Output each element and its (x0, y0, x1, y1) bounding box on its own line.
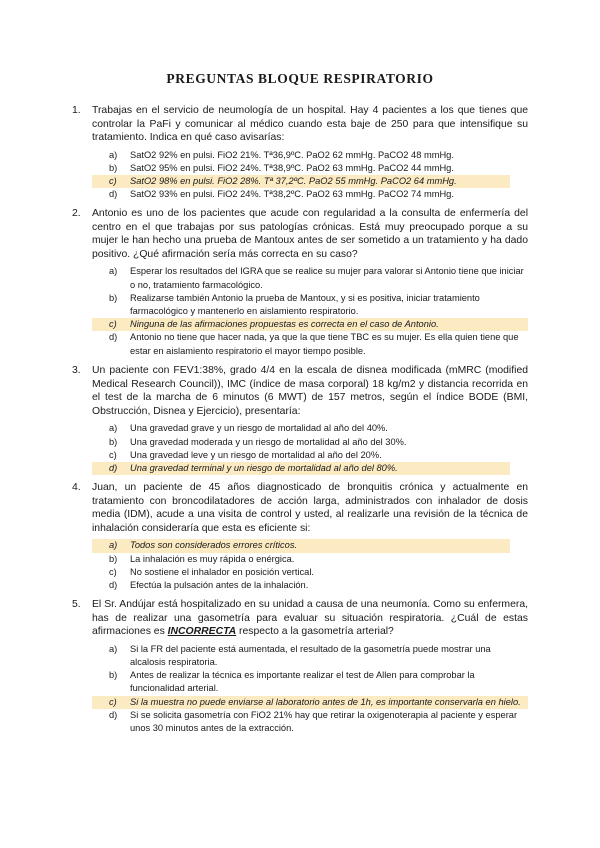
option-a (92, 149, 510, 162)
option-letter: d) (109, 462, 118, 473)
option-letter: c) (109, 566, 117, 577)
option-b (92, 162, 510, 175)
option-letter: c) (109, 176, 117, 187)
question-stem: Un paciente con FEV1:38%, grado 4/4 en la escala de disnea modificada (mMRC (modified Medical Research Council)), IMC (índice de masa corporal) 18 kg/m2 y distancia recorrida en el test de la marcha de 6 minutos (6 MWT) de 157 metros, según el índice BODE (BMI, Obstrucción, Disnea y Ejercicio), presentaría: (92, 365, 528, 417)
option-text: Una gravedad grave y un riesgo de mortalidad al año del 40%. (130, 423, 388, 434)
option-a (92, 422, 510, 435)
option-letter: c) (109, 696, 117, 707)
option-text: SatO2 93% en pulsi. FiO2 24%. Tª38,2ºC. PaO2 63 mmHg. PaCO2 74 mmHg. (130, 189, 454, 200)
option-c-highlighted (92, 318, 528, 331)
question-number: 2. (72, 208, 81, 219)
option-list (92, 643, 528, 735)
question-number: 4. (72, 482, 81, 493)
page-title: PREGUNTAS BLOQUE RESPIRATORIO (166, 71, 434, 86)
question-4 (72, 481, 528, 592)
option-text: Antes de realizar la técnica es importante realizar el test de Allen para comprobar la funcionalidad arterial. (130, 670, 475, 694)
option-text: Antonio no tiene que hacer nada, ya que la que tiene TBC es su mujer. Es ella quien tiene que estar en aislamiento respiratorio el mayor tiempo posible. (130, 332, 519, 356)
option-text: La inhalación es muy rápida o enérgica. (130, 553, 295, 564)
option-d (92, 579, 510, 592)
option-text: SatO2 92% en pulsi. FiO2 21%. Tª36,9ºC. PaO2 62 mmHg. PaCO2 48 mmHg. (130, 149, 454, 160)
option-letter: d) (109, 332, 118, 343)
question-5 (72, 598, 528, 735)
option-list (92, 422, 528, 475)
option-c-highlighted (92, 696, 528, 709)
option-letter: d) (109, 579, 118, 590)
option-c (92, 449, 510, 462)
option-b (92, 292, 528, 318)
option-text: Todos son considerados errores críticos. (130, 540, 298, 551)
option-text: SatO2 98% en pulsi. FiO2 28%. Tª 37,2ºC. PaO2 55 mmHg. PaCO2 64 mmHg. (130, 176, 457, 187)
question-number: 1. (72, 105, 81, 116)
option-letter: c) (109, 319, 117, 330)
option-b (92, 669, 528, 695)
option-text: Si la muestra no puede enviarse al laboratorio antes de 1h, es importante conservarla en hielo. (130, 696, 521, 707)
option-text: Si se solicita gasometría con FiO2 21% hay que retirar la oxigenoterapia al paciente y esperar unos 30 minutos antes de la extracción. (130, 709, 518, 733)
option-letter: a) (109, 149, 118, 160)
question-1 (72, 104, 528, 202)
option-d (92, 188, 510, 201)
option-d (92, 709, 528, 735)
question-stem-emphasis: INCORRECTA (167, 626, 237, 638)
option-letter: d) (109, 709, 118, 720)
option-a-highlighted (92, 539, 510, 552)
option-list (92, 265, 528, 357)
option-text: Una gravedad terminal y un riesgo de mortalidad al año del 80%. (130, 462, 398, 473)
option-d (92, 331, 528, 357)
option-text: No sostiene el inhalador en posición vertical. (130, 566, 314, 577)
option-letter: b) (109, 162, 118, 173)
question-number: 3. (72, 365, 81, 376)
option-d-highlighted (92, 462, 510, 475)
option-list (92, 539, 528, 592)
option-letter: b) (109, 292, 118, 303)
option-a (92, 265, 528, 291)
option-c (92, 566, 510, 579)
option-list (92, 149, 528, 202)
option-text: Ninguna de las afirmaciones propuestas es correcta en el caso de Antonio. (130, 319, 439, 330)
option-b (92, 436, 510, 449)
option-letter: a) (109, 643, 118, 654)
option-letter: b) (109, 553, 118, 564)
question-2 (72, 207, 528, 358)
option-letter: a) (109, 266, 118, 277)
question-stem: Trabajas en el servicio de neumología de un hospital. Hay 4 pacientes a los que tienes que controlar la PaFi y comunicar al médico cuando esta baje de 250 para que intensifique su tratamiento. Indica en qué caso avisarías: (92, 105, 528, 144)
option-letter: c) (109, 449, 117, 460)
option-a (92, 643, 528, 669)
question-stem: Antonio es uno de los pacientes que acude con regularidad a la consulta de enfermería del centro en el que trabajas por sus patologías crónicas. Está muy preocupado porque a su mujer le han hecho una prueba de Mantoux antes de ser sometido a un tratamiento y ha dado positivo. ¿Qué afirmación sería más correcta en su caso? (92, 208, 528, 260)
option-letter: b) (109, 670, 118, 681)
option-text: Una gravedad leve y un riesgo de mortalidad al año del 20%. (130, 449, 382, 460)
question-stem-part: respecto a la gasometría arterial? (236, 626, 394, 638)
option-b (92, 553, 510, 566)
question-number: 5. (72, 599, 81, 610)
option-text: Efectúa la pulsación antes de la inhalación. (130, 579, 309, 590)
question-stem: Juan, un paciente de 45 años diagnosticado de bronquitis crónica y actualmente en tratamiento con broncodilatadores de acción larga, administrados con inhalador de dosis media (IDM), acude a una visita de control y usted, al realizarle una revisión de la técnica de inhalación consideraría que esta es eficiente si: (92, 482, 528, 534)
option-letter: a) (109, 423, 118, 434)
question-3 (72, 364, 528, 475)
option-text: Realizarse también Antonio la prueba de Mantoux, y si es positiva, iniciar tratamiento farmacológico y mantenerlo en aislamiento respiratorio. (130, 292, 480, 316)
question-stem-part: El Sr. Andújar está hospitalizado en su unidad a causa de una neumonía. Como su enfermera, has de realizar una gasometría para evaluar su situación respiratoria. ¿Cuál de estas afirmaciones es (92, 599, 528, 638)
option-letter: d) (109, 189, 118, 200)
question-stem (92, 598, 528, 639)
option-letter: b) (109, 436, 118, 447)
option-text: Una gravedad moderada y un riesgo de mortalidad al año del 30%. (130, 436, 407, 447)
option-text: SatO2 95% en pulsi. FiO2 24%. Tª38,9ºC. PaO2 63 mmHg. PaCO2 44 mmHg. (130, 162, 454, 173)
option-c-highlighted (92, 175, 510, 188)
option-letter: a) (109, 540, 118, 551)
option-text: Esperar los resultados del IGRA que se realice su mujer para valorar si Antonio tiene que iniciar o no, tratamiento farmacológico. (130, 266, 524, 290)
option-text: Si la FR del paciente está aumentada, el resultado de la gasometría puede mostrar una alcalosis respiratoria. (130, 643, 491, 667)
